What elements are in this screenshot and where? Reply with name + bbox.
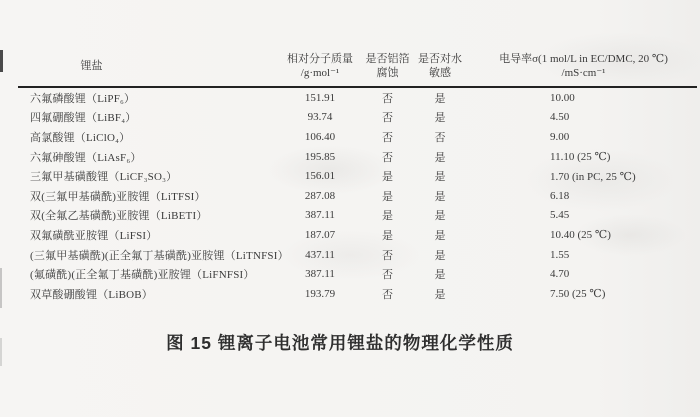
- water-sensitivity-cell: 是: [434, 229, 446, 242]
- table-row: [18, 264, 697, 284]
- table-body: [18, 88, 697, 304]
- scan-artifact-mark: [0, 268, 2, 308]
- water-sensitivity-cell: 是: [434, 249, 446, 262]
- table-row: [18, 147, 697, 167]
- molecular-weight-cell: 387.11: [305, 209, 335, 222]
- salt-name-cell: 双氟磺酰亚胺锂（LiFSI）: [30, 229, 158, 242]
- aluminum-corrosion-cell: 是: [382, 229, 393, 242]
- molecular-weight-cell: 93.74: [307, 111, 333, 124]
- salt-name-cell: 六氟磷酸锂（LiPF₆）: [30, 92, 136, 105]
- water-sensitivity-cell: 是: [434, 171, 446, 184]
- molecular-weight-cell: 193.79: [304, 287, 336, 300]
- water-sensitivity-cell: 否: [434, 131, 446, 144]
- figure-caption: 图 15 锂离子电池常用锂盐的物理化学性质: [166, 333, 514, 353]
- salt-name-cell: 四氟硼酸锂（LiBF₄）: [30, 112, 137, 125]
- aluminum-corrosion-cell: 否: [382, 131, 393, 144]
- salt-name-cell: 高氯酸锂（LiClO₄）: [30, 131, 131, 144]
- molecular-weight-cell: 156.01: [304, 170, 336, 183]
- water-sensitivity-cell: 是: [434, 92, 446, 105]
- salt-name-cell: 双(三氟甲基磺酰)亚胺锂（LiTFSI）: [30, 190, 206, 203]
- water-sensitivity-cell: 是: [434, 210, 446, 223]
- conductivity-cell: 4.70: [550, 268, 570, 281]
- water-sensitivity-cell: 是: [434, 112, 446, 125]
- conductivity-cell: 5.45: [550, 209, 570, 222]
- aluminum-corrosion-cell: 否: [382, 92, 393, 105]
- conductivity-cell: 9.00: [550, 130, 570, 143]
- aluminum-corrosion-cell: 是: [382, 190, 393, 203]
- molecular-weight-cell: 437.11: [305, 248, 335, 261]
- table-row: [18, 166, 697, 186]
- aluminum-corrosion-cell: 否: [382, 249, 393, 262]
- scan-artifact-mark: [0, 50, 3, 72]
- salt-name-cell: 三氟甲基磺酸锂（LiCF₃SO₃）: [30, 171, 178, 184]
- table-row: [18, 245, 697, 265]
- column-header-salt: 锂盐: [80, 59, 103, 72]
- molecular-weight-cell: 187.07: [304, 228, 336, 241]
- salt-name-cell: 双草酸硼酸锂（LiBOB）: [30, 288, 153, 301]
- table-row: [18, 88, 697, 108]
- table-row: [18, 108, 697, 128]
- column-header-molecular-weight: 相对分子质量 /g·mol⁻¹: [287, 52, 353, 79]
- table-row: [18, 186, 697, 206]
- column-header-conductivity: 电导率σ(1 mol/L in EC/DMC, 20 ℃) /mS·cm⁻¹: [499, 52, 668, 79]
- molecular-weight-cell: 387.11: [305, 268, 335, 281]
- salt-name-cell: 六氟砷酸锂（LiAsF₆）: [30, 151, 142, 164]
- water-sensitivity-cell: 是: [434, 151, 446, 164]
- water-sensitivity-cell: 是: [434, 288, 446, 301]
- conductivity-cell: 10.00: [550, 91, 575, 104]
- water-sensitivity-cell: 是: [434, 269, 446, 282]
- table-row: [18, 206, 697, 226]
- table-row: [18, 127, 697, 147]
- aluminum-corrosion-cell: 是: [382, 210, 393, 223]
- aluminum-corrosion-cell: 否: [382, 269, 393, 282]
- column-header-water-sensitivity: 是否对水 敏感: [418, 52, 462, 79]
- conductivity-cell: 6.18: [550, 189, 570, 202]
- scan-artifact-mark: [0, 338, 2, 366]
- conductivity-cell: 10.40 (25 ℃): [550, 229, 611, 242]
- aluminum-corrosion-cell: 否: [382, 151, 393, 164]
- aluminum-corrosion-cell: 否: [382, 288, 393, 301]
- molecular-weight-cell: 106.40: [304, 130, 336, 143]
- table-row: [18, 284, 697, 304]
- table-row: [18, 225, 697, 245]
- molecular-weight-cell: 287.08: [304, 189, 336, 202]
- lithium-salt-properties-table: [18, 45, 697, 304]
- molecular-weight-cell: 195.85: [304, 150, 336, 163]
- aluminum-corrosion-cell: 是: [382, 171, 393, 184]
- conductivity-cell: 1.55: [550, 248, 570, 261]
- column-header-aluminum-corrosion: 是否铝箔 腐蚀: [365, 52, 410, 79]
- conductivity-cell: 1.70 (in PC, 25 ℃): [550, 170, 636, 183]
- conductivity-cell: 7.50 (25 ℃): [550, 288, 606, 301]
- conductivity-cell: 4.50: [550, 111, 570, 124]
- salt-name-cell: 双(全氟乙基磺酰)亚胺锂（LiBETI）: [30, 210, 208, 223]
- aluminum-corrosion-cell: 否: [382, 112, 393, 125]
- conductivity-cell: 11.10 (25 ℃): [550, 151, 611, 164]
- salt-name-cell: (氟磺酰)(正全氟丁基磺酰)亚胺锂（LiFNFSI）: [30, 269, 255, 282]
- molecular-weight-cell: 151.91: [304, 91, 336, 104]
- water-sensitivity-cell: 是: [434, 190, 446, 203]
- salt-name-cell: (三氟甲基磺酰)(正全氟丁基磺酰)亚胺锂（LiTNFSI）: [30, 249, 289, 262]
- table-header-row: [18, 45, 697, 88]
